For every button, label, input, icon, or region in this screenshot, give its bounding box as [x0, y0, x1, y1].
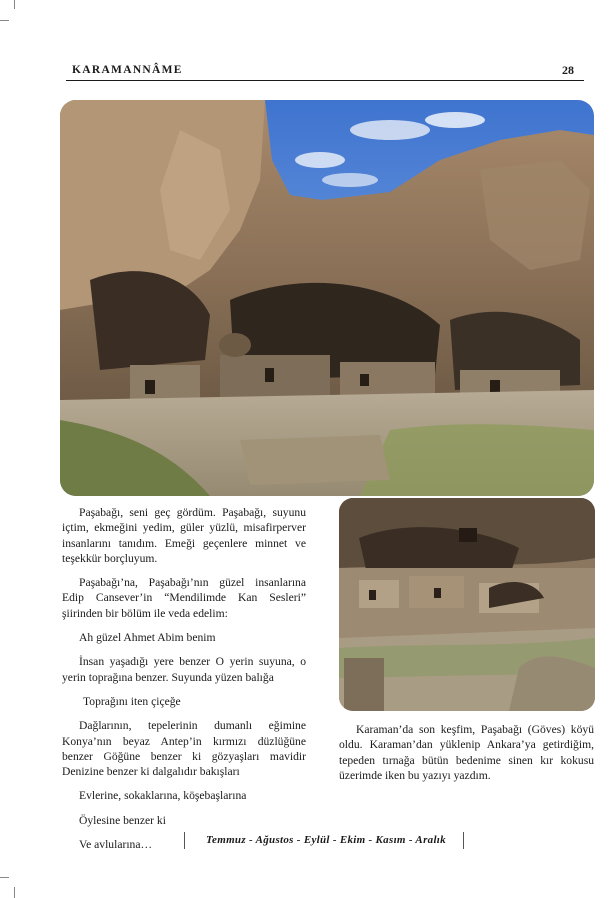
- running-header-title: KARAMANNÂME: [72, 64, 183, 76]
- page-number: 28: [562, 63, 574, 77]
- poem-line: Toprağını iten çiçeğe: [83, 694, 181, 708]
- header-rule: [66, 80, 584, 81]
- crop-mark-top: [0, 20, 9, 21]
- photo-stone-ruins-icon: [339, 498, 595, 711]
- poem-line: Evlerine, sokaklarına, köşebaşlarına: [79, 789, 247, 803]
- paragraph: Paşabağı’na, Paşabağı’nın güzel insanlarına Edip Cansever’in “Mendilimde Kan Sesleri” şiirinden bir bölüm ile veda edelim:: [62, 576, 306, 620]
- crop-mark-bottom: [0, 877, 9, 878]
- article-body: [62, 505, 306, 852]
- crop-mark-bottom: [14, 887, 15, 898]
- footer-issue-months: Temmuz - Ağustos - Eylül - Ekim - Kasım - Aralık: [206, 834, 446, 846]
- poem-line: Öylesine benzer ki: [79, 813, 166, 827]
- main-photo: [60, 100, 594, 496]
- photo-caption: Karaman’da son keşfim, Paşabağı (Göves) köyü oldu. Karaman’dan yüklenip Ankara’ya getirdiğim, tepeden tırnağa bütün bedenime sinen kır kokusu üzerimde iken bu yazıyı yazdım.: [339, 723, 594, 782]
- photo-cliff-cave-dwellings-icon: [60, 100, 594, 496]
- footer-divider: [184, 832, 185, 849]
- crop-mark-top: [14, 0, 15, 9]
- poem-line: Ve avlularına…: [79, 838, 153, 852]
- paragraph: Paşabağı, seni geç gördüm. Paşabağı, suyunu içtim, ekmeğini yedim, güler yüzlü, misafirperver insanlarını tanıdım. Emeği geçenlere minnet ve teşekkür borçluyum.: [62, 506, 306, 565]
- poem-line: Ah güzel Ahmet Abim benim: [79, 631, 216, 645]
- poem-line: İnsan yaşadığı yere benzer O yerin suyuna, o yerin toprağına benzer. Suyunda yüzen balığa: [62, 655, 306, 684]
- poem-line: Dağlarının, tepelerinin dumanlı eğimine Konya’nın beyaz Antep’in kırmızı düzlüğüne benzer Göğüne benzer ki gözyaşları mavidir Denizine benzer ki dalgalıdır bakışları: [62, 719, 306, 779]
- secondary-photo: [339, 498, 595, 711]
